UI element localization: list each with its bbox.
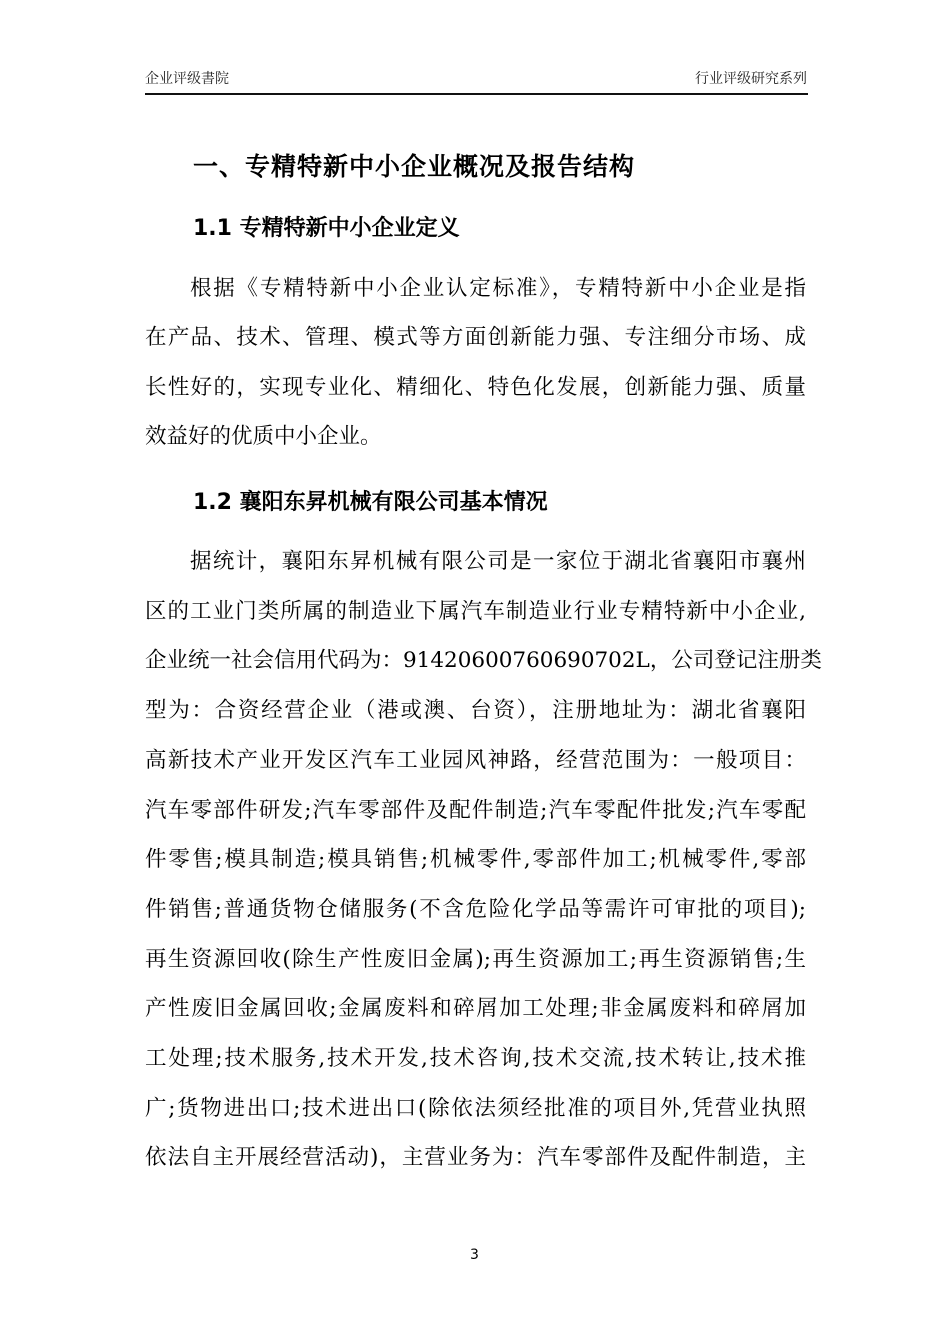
text-line: 根据《专精特新中小企业认定标准》，专精特新中小企业是指: [190, 276, 806, 301]
text-line: 件零售;模具制造;模具销售;机械零件,零部件加工;机械零件,零部: [145, 847, 806, 873]
text-line: 依法自主开展经营活动)，主营业务为：汽车零部件及配件制造，主: [145, 1145, 806, 1171]
header-left-title: 企业评级書院: [145, 71, 229, 87]
text-line: 高新技术产业开发区汽车工业园风神路，经营范围为：一般项目：: [145, 747, 806, 773]
text-line: 广;货物进出口;技术进出口(除依法须经批准的项目外,凭营业执照: [145, 1095, 806, 1121]
subsection-title-1-2: 1.2 襄阳东昇机械有限公司基本情况: [193, 490, 548, 515]
header-right-title: 行业评级研究系列: [695, 71, 807, 87]
section-title: 一、专精特新中小企业概况及报告结构: [193, 152, 636, 181]
text-line: 再生资源回收(除生产性废旧金属);再生资源加工;再生资源销售;生: [145, 946, 806, 972]
text-line: 区的工业门类所属的制造业下属汽车制造业行业专精特新中小企业,: [145, 598, 806, 624]
text-line: 据统计，襄阳东昇机械有限公司是一家位于湖北省襄阳市襄州: [190, 549, 806, 574]
text-line: 产性废旧金属回收;金属废料和碎屑加工处理;非金属废料和碎屑加: [145, 996, 806, 1022]
subsection-title-1-1: 1.1 专精特新中小企业定义: [193, 216, 460, 241]
text-line: 工处理;技术服务,技术开发,技术咨询,技术交流,技术转让,技术推: [145, 1046, 806, 1071]
header-divider: [145, 93, 808, 95]
text-line: 型为：合资经营企业（港或澳、台资），注册地址为：湖北省襄阳: [145, 698, 806, 724]
text-line: 件销售;普通货物仓储服务(不含危险化学品等需许可审批的项目);: [145, 896, 806, 922]
text-line: 汽车零部件研发;汽车零部件及配件制造;汽车零配件批发;汽车零配: [145, 797, 806, 823]
page-number: 3: [470, 1247, 479, 1263]
text-line: 企业统一社会信用代码为：91420600760690702L，公司登记注册类: [145, 648, 822, 674]
text-line: 效益好的优质中小企业。: [145, 423, 382, 449]
text-line: 长性好的，实现专业化、精细化、特色化发展，创新能力强、质量: [145, 374, 806, 400]
text-line: 在产品、技术、管理、模式等方面创新能力强、专注细分市场、成: [145, 325, 806, 351]
